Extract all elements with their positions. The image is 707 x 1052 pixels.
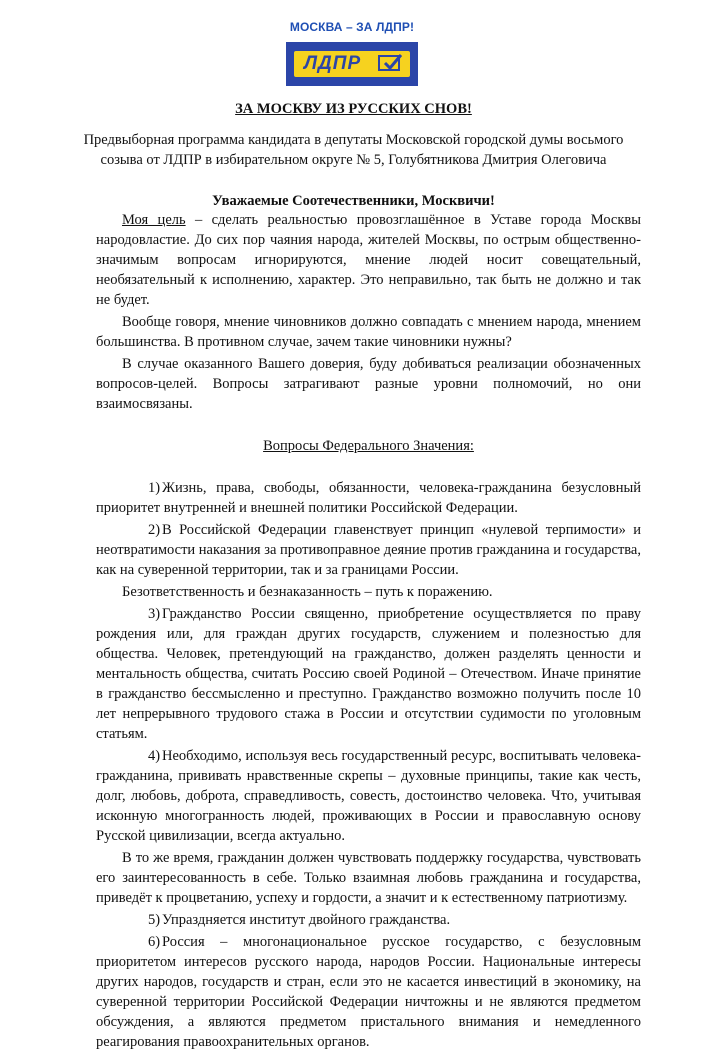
intro-paragraph-2: Вообще говоря, мнение чиновников должно совпадать с мнением народа, мнением большинства. В противном случае, зачем такие чиновники нужны?	[96, 314, 641, 350]
list-item: Безответственность и безнаказанность – путь к поражению.	[122, 584, 493, 600]
intro-paragraph-1	[96, 210, 641, 310]
greeting: Уважаемые Соотечественники, Москвичи!	[212, 193, 495, 209]
logo-caption: МОСКВА – ЗА ЛДПР!	[289, 20, 415, 34]
section-heading: Вопросы Федерального Значения:	[263, 438, 474, 454]
list-item: 2) В Российской Федерации главенствует принцип «нулевой терпимости» и неотвратимости наказания за противоправное деяние против гражданина и государства, как на суверенной территории, так и за границами России.	[96, 522, 641, 578]
logo-text: ЛДПР	[304, 53, 362, 74]
document-body	[96, 210, 641, 1052]
list-item: В то же время, гражданин должен чувствовать поддержку государства, чувствовать его заинтересованность в себе. Только взаимная любовь гражданина и государства, приведёт к процветанию, успеху и гордости, а значит и к естественному патриотизму.	[96, 850, 641, 906]
logo-plate	[294, 51, 410, 77]
document-subtitle: Предвыборная программа кандидата в депутаты Московской городской думы восьмого созыва от ЛДПР в избирательном округе № 5, Голубятникова Дмитрия Олеговича	[83, 132, 624, 168]
document-title: ЗА МОСКВУ ИЗ РУССКИХ СНОВ!	[235, 101, 472, 117]
list-item: 5) Упраздняется институт двойного гражданства.	[148, 912, 451, 928]
list-item: 3) Гражданство России священно, приобретение осуществляется по праву рождения или, для граждан других государств, служением и полезностью для общества. Человек, претендующий на гражданство, должен разделять ценности и ментальность общества, считать Россию своей Родиной – Отечеством. Иначе принятие в гражданство бессмысленно и преступно. Гражданство возможно получить после 10 лет непрерывного трудового стажа в России и отсутствии судимости по уголовным статьям.	[96, 606, 641, 742]
intro-paragraph-1-text: – сделать реальностью провозглашённое в Уставе города Москвы народовластие. До сих пор чаяния народа, жителей Москвы, по острым общественно-значимым вопросам игнорируются, мнение людей носит совещательный, необязательный к исполнению, характер. Это неправильно, так быть не должно и так не будет.	[96, 212, 641, 308]
list-item: 1) Жизнь, права, свободы, обязанности, человека-гражданина безусловный приоритет внутренней и внешней политики Российской Федерации.	[96, 480, 641, 516]
party-logo	[280, 20, 424, 94]
intro-paragraph-3: В случае оказанного Вашего доверия, буду добиваться реализации обозначенных вопросов-целей. Вопросы затрагивают разные уровни полномочий, но они взаимосвязаны.	[96, 356, 641, 412]
goal-label: Моя цель	[122, 212, 186, 228]
list-item: 6) Россия – многонациональное русское государство, с безусловным приоритетом интересов русского народа, народов России. Национальные интересы других народов, государств и стран, если это не касается инвестиций в экономику, на суверенной территории Российской Федерации ничтожны и не являются предметом обсуждения, а являются предметом пристального внимания и немедленного реагирования правоохранительных органов.	[96, 934, 641, 1050]
list-item: 4) Необходимо, используя весь государственный ресурс, воспитывать человека-гражданина, прививать нравственные скрепы – духовные принципы, такие как честь, долг, любовь, доброта, справедливость, совесть, достоинство человека. Что, учитывая исконную многогранность людей, проживающих в России и православную основу Русской цивилизации, всегда актуально.	[96, 748, 641, 844]
logo-emblem	[286, 42, 418, 86]
checkmark-icon	[378, 55, 400, 71]
